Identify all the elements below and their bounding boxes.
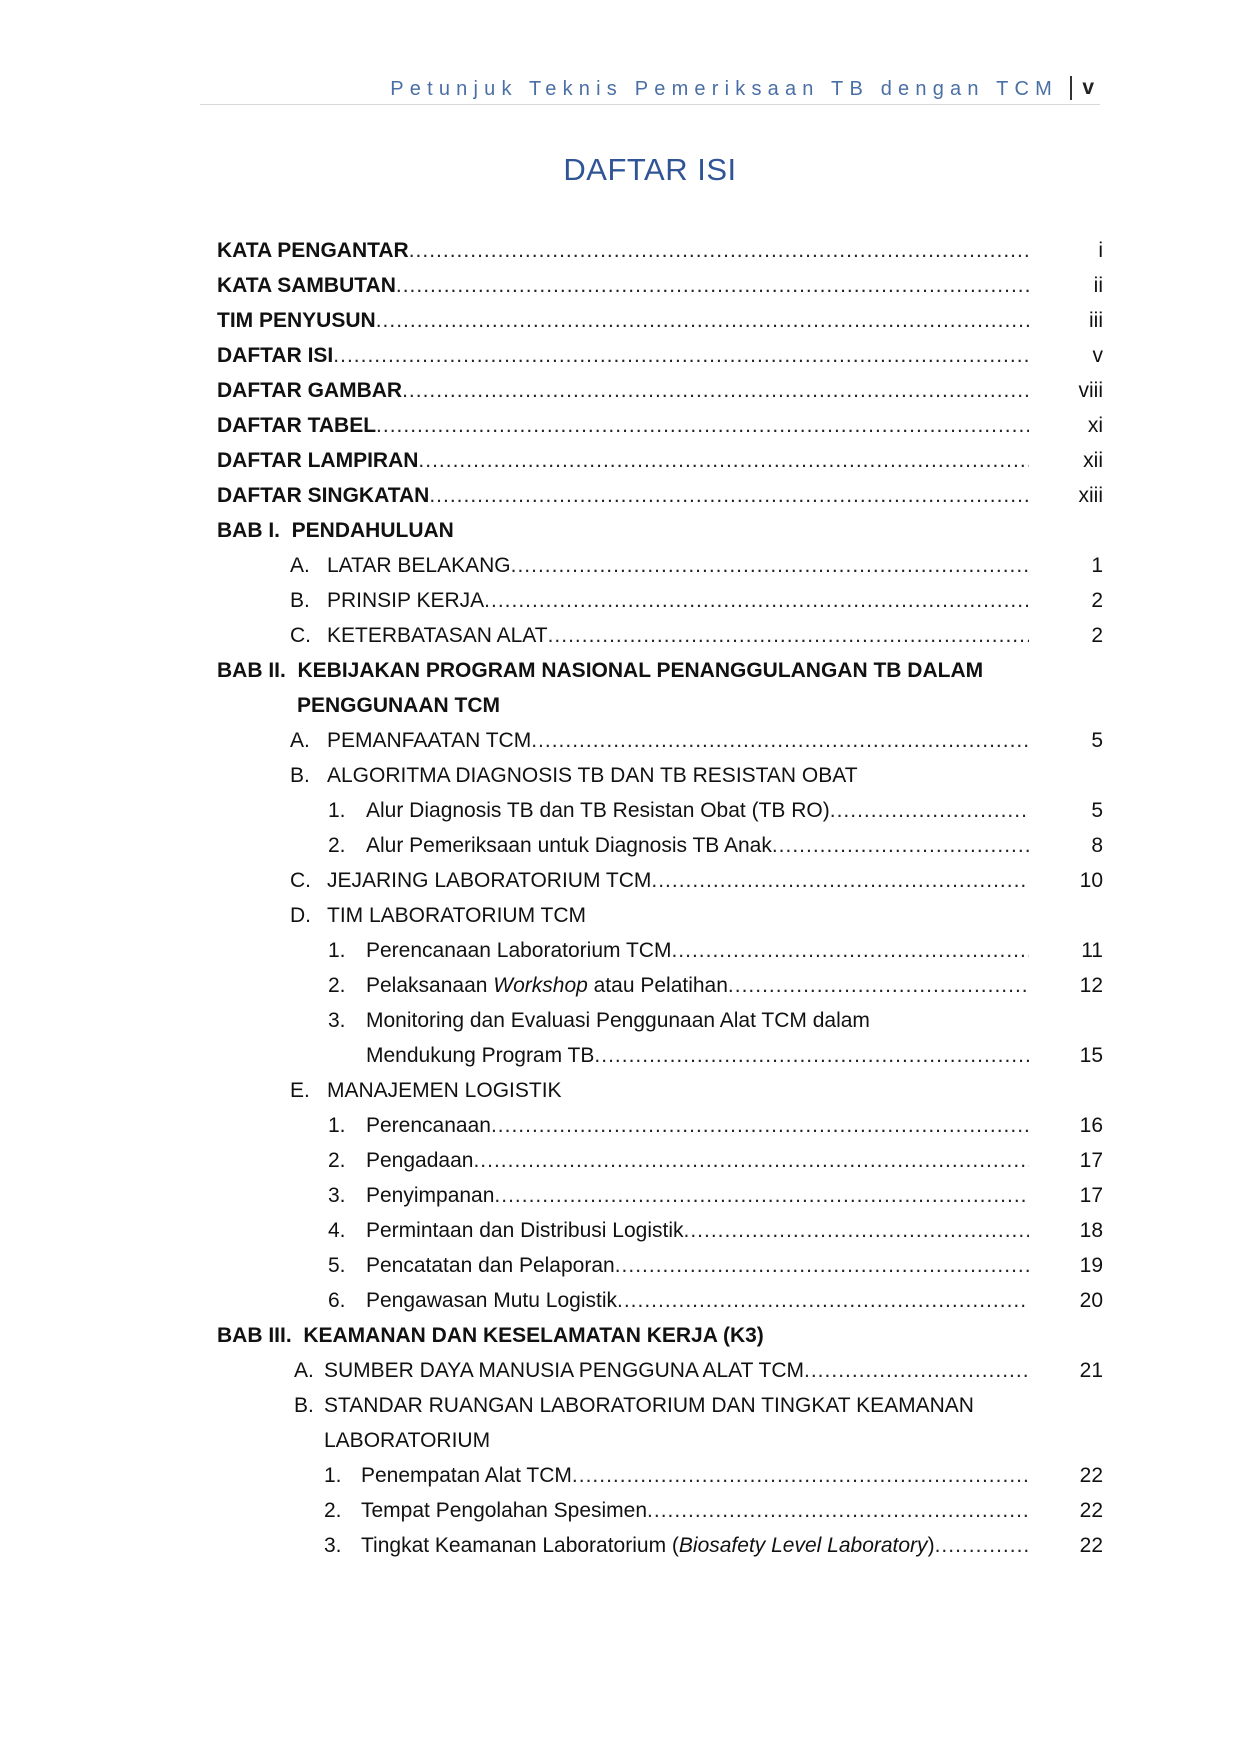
toc-leader-dots — [418, 446, 1029, 476]
toc-entry-number: C. — [290, 624, 311, 647]
toc-entry-number: B. — [290, 589, 310, 612]
toc-entry-number: B. — [290, 764, 310, 787]
toc-entry-number: 1. — [324, 1464, 342, 1487]
toc-leader-dots — [617, 1286, 1029, 1316]
toc-entry-page: 11 — [1081, 939, 1103, 962]
label-part: atau Pelatihan — [587, 974, 728, 997]
toc-leader-dots — [548, 621, 1029, 651]
toc-entry-permintaan-distribusi — [328, 1216, 1029, 1246]
toc-leader-dots — [572, 1461, 1029, 1491]
toc-entry-number: 1. — [328, 799, 346, 822]
toc-entry-tim-penyusun — [217, 306, 1029, 336]
toc-entry-jejaring-lab — [290, 866, 1029, 896]
toc-entry-label: Perencanaan Laboratorium TCM — [366, 939, 672, 962]
toc-entry-page: 20 — [1079, 1289, 1103, 1312]
toc-leader-dots — [491, 1111, 1029, 1141]
toc-leader-dots — [728, 971, 1029, 1001]
toc-entry-daftar-lampiran — [217, 446, 1029, 476]
toc-entry-label — [361, 1531, 935, 1561]
toc-entry-label: ALGORITMA DIAGNOSIS TB DAN TB RESISTAN OBAT — [327, 764, 858, 787]
toc-entry-alur-diagnosis-tb-ro — [328, 796, 1029, 826]
toc-chapter-bab-2-cont — [297, 691, 500, 721]
toc-leader-dots — [376, 411, 1029, 441]
toc-leader-dots — [402, 376, 1029, 406]
toc-entry-alur-pemeriksaan-anak — [328, 831, 1029, 861]
toc-leader-dots — [429, 481, 1029, 511]
toc-entry-label: Alur Diagnosis TB dan TB Resistan Obat (TB RO) — [366, 799, 830, 822]
toc-entry-number: D. — [290, 904, 311, 927]
toc-entry-page: 5 — [1091, 799, 1103, 822]
toc-entry-label: Permintaan dan Distribusi Logistik — [366, 1219, 684, 1242]
toc-entry-page: 22 — [1079, 1534, 1103, 1557]
toc-leader-dots — [615, 1251, 1029, 1281]
toc-entry-label: BAB III. KEAMANAN DAN KESELAMATAN KERJA (K3) — [217, 1324, 764, 1347]
header-title: Petunjuk Teknis Pemeriksaan TB dengan TCM — [390, 78, 1058, 100]
toc-entry-pelaksanaan-workshop — [328, 971, 1029, 1001]
toc-entry-page: xi — [1087, 414, 1103, 437]
toc-entry-label: DAFTAR TABEL — [217, 414, 377, 437]
toc-leader-dots — [473, 1146, 1029, 1176]
toc-leader-dots — [683, 1216, 1029, 1246]
toc-entry-page: 19 — [1079, 1254, 1103, 1277]
toc-entry-pencatatan-pelaporan — [328, 1251, 1029, 1281]
toc-chapter-bab-1 — [217, 516, 454, 546]
toc-leader-dots — [647, 1496, 1029, 1526]
toc-entry-page: 12 — [1079, 974, 1103, 997]
toc-entry-daftar-gambar — [217, 376, 1029, 406]
toc-entry-number: 3. — [324, 1534, 342, 1557]
toc-entry-page: 22 — [1079, 1499, 1103, 1522]
toc-entry-label: TIM LABORATORIUM TCM — [327, 904, 587, 927]
toc-entry-label: PENGGUNAAN TCM — [297, 694, 500, 717]
toc-entry-label: BAB II. KEBIJAKAN PROGRAM NASIONAL PENANGGULANGAN TB DALAM — [217, 659, 984, 682]
toc-entry-manajemen-logistik — [290, 1076, 562, 1106]
toc-entry-page: xii — [1083, 449, 1103, 472]
toc-entry-label: Pengadaan — [366, 1149, 474, 1172]
toc-entry-penyimpanan — [328, 1181, 1029, 1211]
toc-leader-dots — [830, 796, 1029, 826]
toc-leader-dots — [594, 1041, 1029, 1071]
toc-entry-label: LABORATORIUM — [324, 1429, 491, 1452]
toc-entry-page: v — [1092, 344, 1103, 367]
toc-entry-label: DAFTAR SINGKATAN — [217, 484, 430, 507]
toc-entry-number: 2. — [328, 974, 346, 997]
toc-leader-dots — [494, 1181, 1029, 1211]
toc-entry-page: 2 — [1091, 589, 1103, 612]
toc-leader-dots — [804, 1356, 1029, 1386]
toc-entry-label: Alur Pemeriksaan untuk Diagnosis TB Anak — [366, 834, 772, 857]
toc-entry-page: 22 — [1079, 1464, 1103, 1487]
toc-entry-number: 5. — [328, 1254, 346, 1277]
toc-entry-standar-ruangan-cont — [324, 1426, 490, 1456]
toc-entry-page: 17 — [1079, 1184, 1103, 1207]
toc-entry-page: 8 — [1091, 834, 1103, 857]
toc-entry-number: 4. — [328, 1219, 346, 1242]
toc-entry-label: Pencatatan dan Pelaporan — [366, 1254, 615, 1277]
toc-entry-tim-laboratorium — [290, 901, 586, 931]
toc-entry-monitoring-evaluasi — [328, 1006, 870, 1036]
toc-entry-page: 18 — [1079, 1219, 1103, 1242]
page-title: DAFTAR ISI — [563, 152, 737, 187]
toc-entry-label: LATAR BELAKANG — [327, 554, 511, 577]
toc-entry-daftar-tabel — [217, 411, 1029, 441]
toc-entry-label: Penyimpanan — [366, 1184, 495, 1207]
label-italic: Biosafety Level Laboratory — [678, 1534, 928, 1557]
toc-entry-number: 3. — [328, 1009, 346, 1032]
toc-entry-pengadaan — [328, 1146, 1029, 1176]
toc-leader-dots — [333, 341, 1029, 371]
toc-entry-label: STANDAR RUANGAN LABORATORIUM DAN TINGKAT KEAMANAN — [324, 1394, 974, 1417]
label-part: Tingkat Keamanan Laboratorium ( — [361, 1534, 679, 1557]
toc-entry-page: 5 — [1091, 729, 1103, 752]
toc-entry-pemanfaatan-tcm — [290, 726, 1029, 756]
toc-leader-dots — [511, 551, 1029, 581]
toc-entry-page: iii — [1089, 309, 1103, 332]
toc-entry-tingkat-keamanan — [324, 1531, 1029, 1561]
toc-entry-sumber-daya-manusia — [294, 1356, 1029, 1386]
toc-entry-number: 1. — [328, 939, 346, 962]
toc-leader-dots — [484, 586, 1029, 616]
toc-entry-number: E. — [290, 1079, 310, 1102]
toc-entry-page: 15 — [1079, 1044, 1103, 1067]
toc-entry-page: 16 — [1079, 1114, 1103, 1137]
toc-entry-daftar-isi — [217, 341, 1029, 371]
toc-leader-dots — [671, 936, 1029, 966]
toc-entry-label: JEJARING LABORATORIUM TCM — [327, 869, 652, 892]
toc-entry-standar-ruangan — [294, 1391, 974, 1421]
toc-entry-label: DAFTAR ISI — [217, 344, 334, 367]
label-part: Pelaksanaan — [366, 974, 494, 997]
toc-entry-label: Mendukung Program TB — [366, 1044, 595, 1067]
toc-entry-label — [366, 971, 728, 1001]
toc-entry-label: Tempat Pengolahan Spesimen — [361, 1499, 648, 1522]
toc-chapter-bab-3 — [217, 1321, 764, 1351]
toc-entry-page: ii — [1093, 274, 1103, 297]
toc-entry-number: 3. — [328, 1184, 346, 1207]
toc-entry-label: KATA PENGANTAR — [217, 239, 409, 262]
running-header — [200, 72, 1100, 105]
toc-leader-dots — [531, 726, 1029, 756]
toc-entry-number: B. — [294, 1394, 314, 1417]
toc-entry-pengawasan-mutu — [328, 1286, 1029, 1316]
toc-leader-dots — [376, 306, 1029, 336]
toc-entry-label: MANAJEMEN LOGISTIK — [327, 1079, 562, 1102]
toc-entry-label: PRINSIP KERJA — [327, 589, 485, 612]
toc-entry-page: xiii — [1078, 484, 1103, 507]
toc-entry-label: Penempatan Alat TCM — [361, 1464, 572, 1487]
toc-entry-penempatan-alat — [324, 1461, 1029, 1491]
toc-leader-dots — [396, 271, 1029, 301]
toc-entry-number: A. — [290, 554, 310, 577]
toc-leader-dots — [772, 831, 1029, 861]
toc-entry-label: SUMBER DAYA MANUSIA PENGGUNA ALAT TCM — [324, 1359, 805, 1382]
toc-entry-label: TIM PENYUSUN — [217, 309, 376, 332]
toc-entry-daftar-singkatan — [217, 481, 1029, 511]
label-part: ) — [927, 1534, 935, 1557]
toc-entry-number: 2. — [328, 1149, 346, 1172]
toc-leader-dots — [935, 1531, 1029, 1561]
toc-entry-keterbatasan-alat — [290, 621, 1029, 651]
toc-entry-label: KATA SAMBUTAN — [217, 274, 396, 297]
toc-entry-perencanaan-lab — [328, 936, 1029, 966]
toc-entry-number: 2. — [328, 834, 346, 857]
toc-entry-number: 2. — [324, 1499, 342, 1522]
toc-entry-label: DAFTAR GAMBAR — [217, 379, 403, 402]
toc-entry-number: A. — [290, 729, 310, 752]
toc-leader-dots — [651, 866, 1029, 896]
header-separator — [1070, 76, 1072, 100]
toc-entry-latar-belakang — [290, 551, 1029, 581]
toc-entry-page: 10 — [1079, 869, 1103, 892]
toc-entry-label: PEMANFAATAN TCM — [327, 729, 532, 752]
toc-entry-number: C. — [290, 869, 311, 892]
toc-entry-page: 1 — [1091, 554, 1103, 577]
toc-entry-label: KETERBATASAN ALAT — [327, 624, 548, 647]
toc-entry-number: 6. — [328, 1289, 346, 1312]
toc-entry-page: 21 — [1079, 1359, 1103, 1382]
toc-entry-algoritma-diagnosis — [290, 761, 858, 791]
toc-entry-tempat-pengolahan — [324, 1496, 1029, 1526]
toc-entry-page: i — [1098, 239, 1103, 262]
toc-entry-prinsip-kerja — [290, 586, 1029, 616]
toc-entry-label: Perencanaan — [366, 1114, 491, 1137]
toc-entry-page: viii — [1078, 379, 1103, 402]
toc-entry-monitoring-evaluasi-cont — [366, 1041, 1029, 1071]
toc-entry-page: 17 — [1079, 1149, 1103, 1172]
header-page-number: v — [1082, 76, 1094, 99]
toc-entry-label: DAFTAR LAMPIRAN — [217, 449, 419, 472]
toc-entry-page: 2 — [1091, 624, 1103, 647]
toc-entry-label: BAB I. PENDAHULUAN — [217, 519, 454, 542]
toc-entry-number: 1. — [328, 1114, 346, 1137]
toc-entry-label: Pengawasan Mutu Logistik — [366, 1289, 617, 1312]
toc-entry-perencanaan — [328, 1111, 1029, 1141]
toc-chapter-bab-2 — [217, 656, 983, 686]
toc-entry-kata-pengantar — [217, 236, 1029, 266]
toc-entry-number: A. — [294, 1359, 314, 1382]
toc-leader-dots — [409, 236, 1029, 266]
toc-entry-kata-sambutan — [217, 271, 1029, 301]
label-italic: Workshop — [493, 974, 588, 997]
toc-entry-label: Monitoring dan Evaluasi Penggunaan Alat TCM dalam — [366, 1009, 870, 1032]
